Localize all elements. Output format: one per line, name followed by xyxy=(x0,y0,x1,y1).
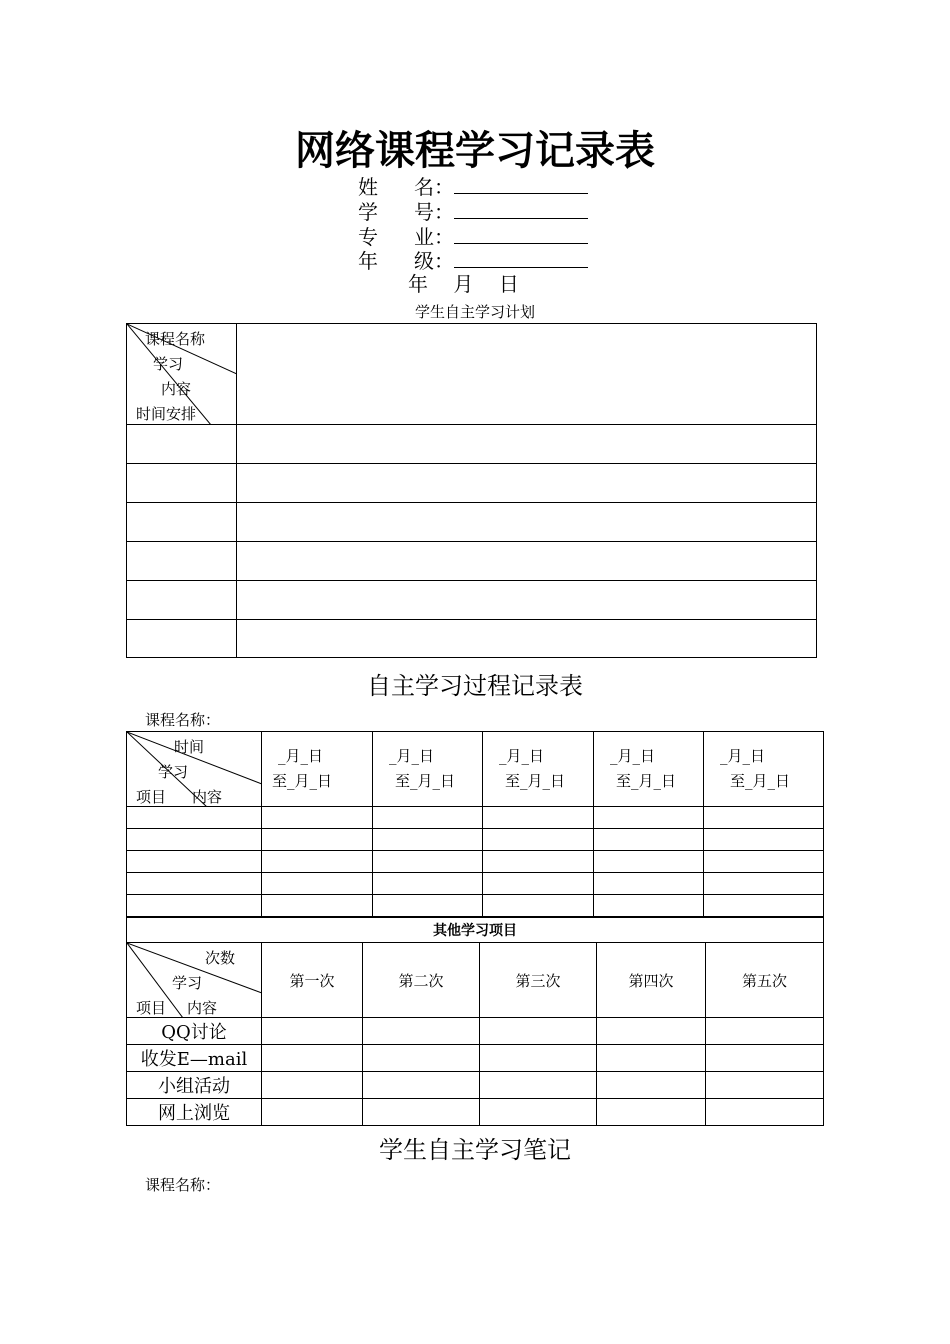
plan-time-cell[interactable] xyxy=(127,503,237,542)
page-title: 网络课程学习记录表 xyxy=(295,128,655,174)
blank-line xyxy=(454,200,588,219)
item-cell[interactable] xyxy=(706,1045,824,1072)
record-cell[interactable] xyxy=(483,829,594,851)
period-end: 至_月_日 xyxy=(505,772,566,790)
item-cell[interactable] xyxy=(480,1045,597,1072)
item-label: 网上浏览 xyxy=(127,1099,262,1126)
item-cell[interactable] xyxy=(262,1072,363,1099)
plan-cell[interactable] xyxy=(237,324,817,425)
header-label: 项目 xyxy=(136,788,167,806)
process-title: 自主学习过程记录表 xyxy=(367,672,583,700)
record-cell[interactable] xyxy=(594,829,704,851)
info-label: 年 xyxy=(358,249,378,273)
plan-content-cell[interactable] xyxy=(237,425,817,464)
header-label: 内容 xyxy=(187,999,218,1017)
header-label: 项目 xyxy=(136,999,167,1017)
record-cell[interactable] xyxy=(594,807,704,829)
item-cell[interactable] xyxy=(262,1099,363,1126)
plan-content-cell[interactable] xyxy=(237,503,817,542)
item-cell[interactable] xyxy=(363,1045,480,1072)
plan-time-cell[interactable] xyxy=(127,581,237,620)
study-plan-table xyxy=(126,323,817,658)
process-header-diagonal-cell xyxy=(127,732,262,807)
record-cell[interactable] xyxy=(704,829,824,851)
period-header xyxy=(704,732,824,807)
record-cell[interactable] xyxy=(127,851,262,873)
period-header xyxy=(262,732,373,807)
info-label: 学 xyxy=(358,200,378,224)
header-label: 学习 xyxy=(158,763,189,781)
plan-caption: 学生自主学习计划 xyxy=(414,303,535,321)
record-cell[interactable] xyxy=(262,873,373,895)
plan-content-cell[interactable] xyxy=(237,464,817,503)
plan-time-cell[interactable] xyxy=(127,464,237,503)
blank-line xyxy=(454,175,588,194)
record-cell[interactable] xyxy=(594,895,704,917)
times-header: 第二次 xyxy=(363,943,480,1018)
record-cell[interactable] xyxy=(594,851,704,873)
header-label: 次数 xyxy=(205,949,236,967)
info-label: 业： xyxy=(414,225,454,249)
item-cell[interactable] xyxy=(597,1099,706,1126)
record-cell[interactable] xyxy=(127,873,262,895)
process-course-label: 课程名称： xyxy=(145,711,221,729)
record-cell[interactable] xyxy=(704,807,824,829)
other-items-table xyxy=(126,917,824,1126)
record-cell[interactable] xyxy=(127,895,262,917)
item-cell[interactable] xyxy=(480,1099,597,1126)
record-cell[interactable] xyxy=(594,873,704,895)
header-label: 时间安排 xyxy=(136,405,197,423)
process-record-table xyxy=(126,731,824,917)
other-items-heading: 其他学习项目 xyxy=(127,918,824,943)
info-label: 名： xyxy=(414,175,454,199)
period-start: _月_日 xyxy=(389,747,435,765)
plan-content-cell[interactable] xyxy=(237,620,817,658)
record-cell[interactable] xyxy=(483,895,594,917)
record-cell[interactable] xyxy=(483,807,594,829)
times-header: 第一次 xyxy=(262,943,363,1018)
times-header: 第三次 xyxy=(480,943,597,1018)
info-label: 姓 xyxy=(358,175,378,199)
item-cell[interactable] xyxy=(706,1072,824,1099)
period-start: _月_日 xyxy=(610,747,656,765)
item-cell[interactable] xyxy=(480,1072,597,1099)
notes-course-label: 课程名称： xyxy=(145,1176,221,1194)
major-field xyxy=(358,225,588,249)
header-label: 课程名称 xyxy=(145,330,206,348)
record-cell[interactable] xyxy=(373,851,483,873)
record-cell[interactable] xyxy=(704,895,824,917)
header-label: 内容 xyxy=(192,788,223,806)
record-cell[interactable] xyxy=(704,873,824,895)
period-end: 至_月_日 xyxy=(730,772,791,790)
other-header-diagonal-cell xyxy=(127,943,262,1018)
record-cell[interactable] xyxy=(127,829,262,851)
item-label: QQ讨论 xyxy=(127,1018,262,1045)
item-cell[interactable] xyxy=(262,1018,363,1045)
item-cell[interactable] xyxy=(480,1018,597,1045)
plan-content-cell[interactable] xyxy=(237,581,817,620)
record-cell[interactable] xyxy=(127,807,262,829)
plan-time-cell[interactable] xyxy=(127,620,237,658)
student-id-field xyxy=(358,200,588,224)
period-end: 至_月_日 xyxy=(272,772,333,790)
record-cell[interactable] xyxy=(373,895,483,917)
period-end: 至_月_日 xyxy=(616,772,677,790)
item-cell[interactable] xyxy=(597,1018,706,1045)
info-label: 号： xyxy=(414,200,454,224)
record-cell[interactable] xyxy=(262,829,373,851)
blank-line xyxy=(454,225,588,244)
item-cell[interactable] xyxy=(706,1018,824,1045)
item-cell[interactable] xyxy=(363,1072,480,1099)
notes-title: 学生自主学习笔记 xyxy=(379,1136,571,1164)
item-cell[interactable] xyxy=(597,1072,706,1099)
item-cell[interactable] xyxy=(597,1045,706,1072)
info-label: 专 xyxy=(358,225,378,249)
record-cell[interactable] xyxy=(262,807,373,829)
name-field xyxy=(358,175,588,199)
times-header: 第四次 xyxy=(597,943,706,1018)
item-cell[interactable] xyxy=(363,1018,480,1045)
period-start: _月_日 xyxy=(278,747,324,765)
period-header xyxy=(373,732,483,807)
plan-time-cell[interactable] xyxy=(127,542,237,581)
period-start: _月_日 xyxy=(720,747,766,765)
date-line: 年 月 日 xyxy=(408,272,519,296)
record-cell[interactable] xyxy=(373,807,483,829)
item-cell[interactable] xyxy=(262,1045,363,1072)
record-cell[interactable] xyxy=(373,873,483,895)
record-cell[interactable] xyxy=(483,873,594,895)
period-header xyxy=(483,732,594,807)
item-cell[interactable] xyxy=(363,1099,480,1126)
times-header: 第五次 xyxy=(706,943,824,1018)
grade-field xyxy=(358,249,588,273)
period-header xyxy=(594,732,704,807)
header-label: 内容 xyxy=(161,380,192,398)
plan-content-cell[interactable] xyxy=(237,542,817,581)
header-label: 学习 xyxy=(153,355,184,373)
record-cell[interactable] xyxy=(262,895,373,917)
plan-time-cell[interactable] xyxy=(127,425,237,464)
period-end: 至_月_日 xyxy=(395,772,456,790)
record-cell[interactable] xyxy=(262,851,373,873)
blank-line xyxy=(454,249,588,268)
item-cell[interactable] xyxy=(706,1099,824,1126)
record-cell[interactable] xyxy=(483,851,594,873)
header-label: 学习 xyxy=(172,974,203,992)
period-start: _月_日 xyxy=(499,747,545,765)
header-label: 时间 xyxy=(174,738,205,756)
record-cell[interactable] xyxy=(704,851,824,873)
record-cell[interactable] xyxy=(373,829,483,851)
plan-header-diagonal-cell xyxy=(127,324,237,425)
info-label: 级： xyxy=(414,249,454,273)
item-label: 小组活动 xyxy=(127,1072,262,1099)
item-label: 收发E—mail xyxy=(127,1045,262,1072)
